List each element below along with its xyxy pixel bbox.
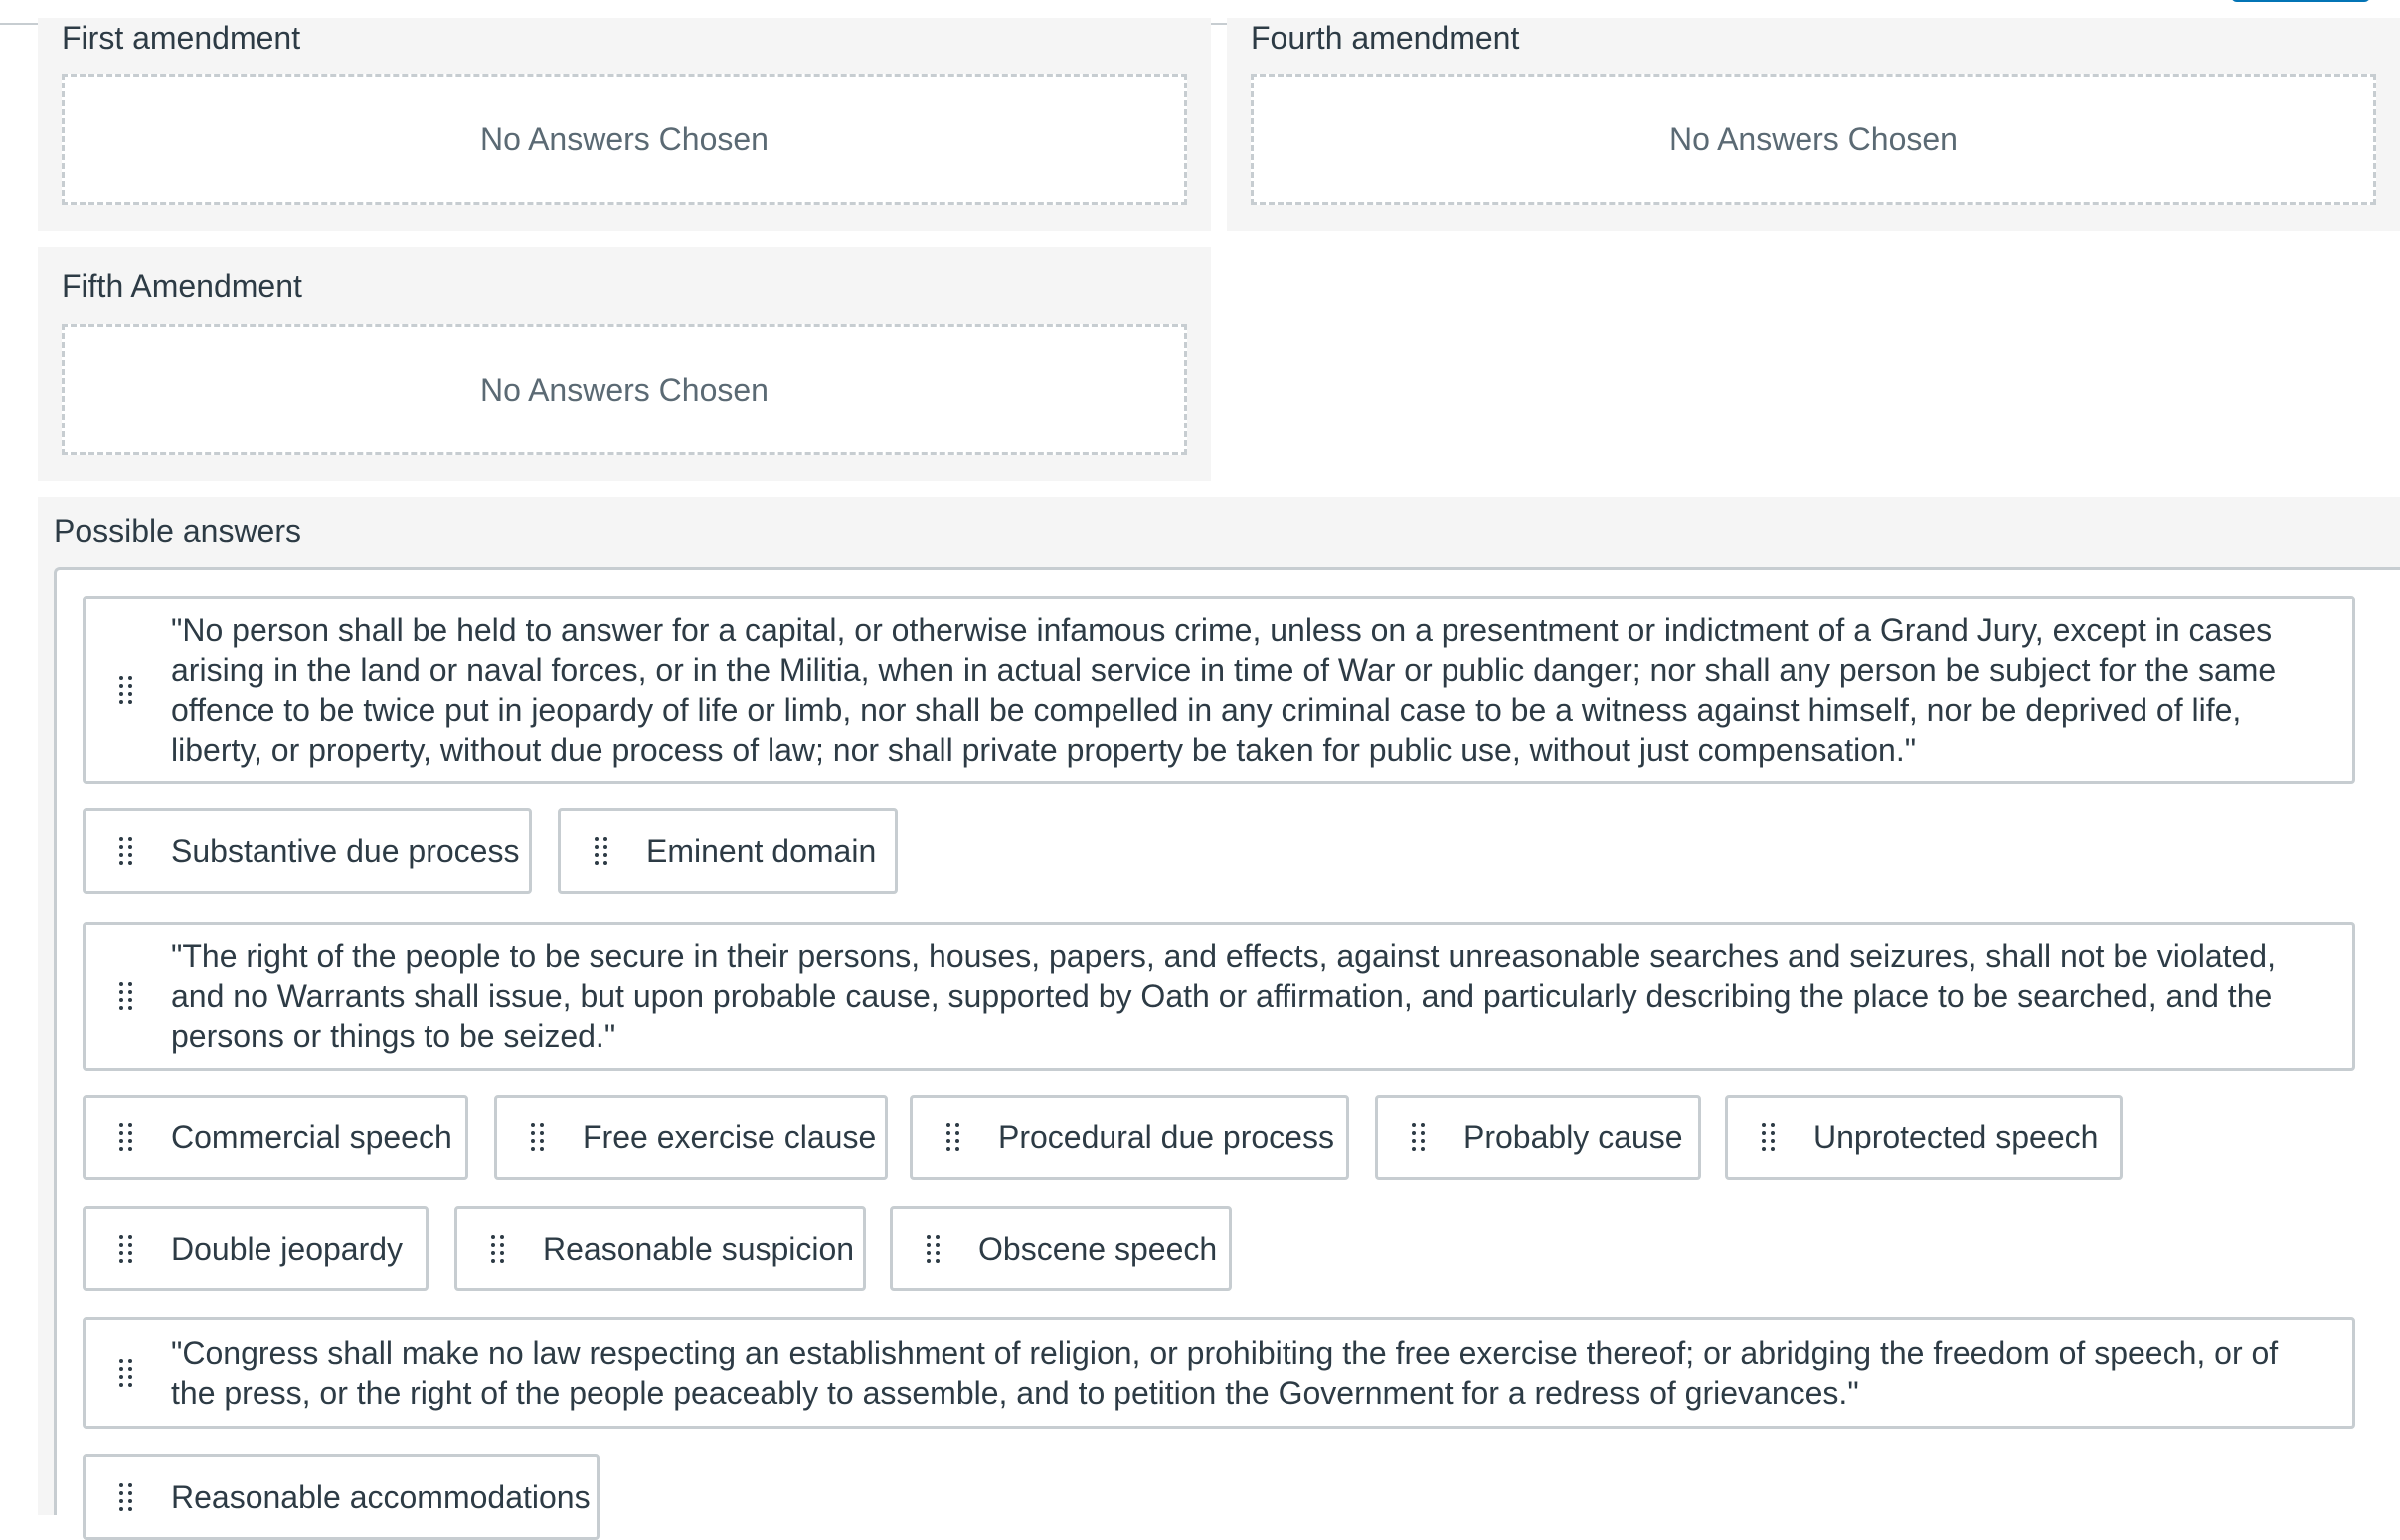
drag-handle-icon[interactable] xyxy=(946,1121,962,1153)
drag-handle-icon[interactable] xyxy=(531,1121,547,1153)
drop-zone-fifth-amendment xyxy=(38,247,1211,481)
drag-handle-icon[interactable] xyxy=(1762,1121,1778,1153)
answer-text: Probably cause xyxy=(1463,1119,1683,1155)
answer-text: "No person shall be held to answer for a capital, or otherwise infamous crime, unless on a presentment or indictment of a Grand Jury, except in cases arising in the land or naval forces, or in the Militia, when in actual service in time of War or public danger; nor shall any person be subject for the same offence to be twice put in jeopardy of life or limb, nor shall be compelled in any criminal case to be a witness against himself, nor be deprived of life, liberty, or property, without due process of law; nor shall private property be taken for public use, without just compensation." xyxy=(171,612,2277,768)
drag-handle-icon[interactable] xyxy=(595,835,610,867)
answer-text: Procedural due process xyxy=(998,1119,1334,1155)
answer-text: Eminent domain xyxy=(646,833,877,869)
drop-target[interactable] xyxy=(62,324,1187,455)
possible-answers-panel xyxy=(38,497,2400,1515)
possible-answers-list xyxy=(54,567,2400,1515)
empty-placeholder: No Answers Chosen xyxy=(1669,120,1958,157)
answer-text: Commercial speech xyxy=(171,1119,452,1155)
answer-card[interactable] xyxy=(890,1206,1232,1291)
drag-handle-icon[interactable] xyxy=(119,1357,135,1389)
drop-target[interactable] xyxy=(1251,74,2376,205)
drag-handle-icon[interactable] xyxy=(927,1233,943,1265)
answer-card[interactable] xyxy=(910,1095,1349,1180)
drop-target[interactable] xyxy=(62,74,1187,205)
answer-card[interactable] xyxy=(83,1454,600,1540)
drag-handle-icon[interactable] xyxy=(119,674,135,706)
answer-text: Unprotected speech xyxy=(1813,1119,2099,1155)
answer-card[interactable] xyxy=(494,1095,888,1180)
drop-zone-first-amendment xyxy=(38,18,1211,231)
answer-text: Substantive due process xyxy=(171,833,520,869)
drop-zone-fourth-amendment xyxy=(1227,18,2400,231)
empty-placeholder: No Answers Chosen xyxy=(480,120,769,157)
answer-text: Double jeopardy xyxy=(171,1231,404,1267)
answer-text: Reasonable accommodations xyxy=(171,1479,591,1515)
drag-handle-icon[interactable] xyxy=(491,1233,507,1265)
answer-card[interactable] xyxy=(83,1206,429,1291)
drag-handle-icon[interactable] xyxy=(119,1233,135,1265)
answer-card[interactable] xyxy=(83,922,2355,1071)
answer-text: "The right of the people to be secure in their persons, houses, papers, and effects, against unreasonable searches and seizures, shall not be violated, and no Warrants shall issue, but upon probable cause, supported by Oath or affirmation, and particularly describing the place to be searched, and the persons or things to be seized." xyxy=(171,939,2276,1054)
answer-card[interactable] xyxy=(1375,1095,1701,1180)
zone-title: Fifth Amendment xyxy=(62,268,302,304)
answer-card[interactable] xyxy=(83,596,2355,784)
answer-card[interactable] xyxy=(558,808,898,894)
answer-card[interactable] xyxy=(83,808,532,894)
answer-card[interactable] xyxy=(454,1206,866,1291)
zone-title: First amendment xyxy=(62,20,301,56)
answer-text: Reasonable suspicion xyxy=(543,1231,855,1267)
possible-answers-title: Possible answers xyxy=(54,513,301,549)
drag-handle-icon[interactable] xyxy=(119,1121,135,1153)
empty-placeholder: No Answers Chosen xyxy=(480,371,769,408)
answer-card[interactable] xyxy=(83,1317,2355,1429)
top-action-button[interactable] xyxy=(2231,0,2370,2)
answer-text: Free exercise clause xyxy=(583,1119,877,1155)
drag-handle-icon[interactable] xyxy=(1412,1121,1428,1153)
answer-card[interactable] xyxy=(83,1095,468,1180)
answer-text: "Congress shall make no law respecting an establishment of religion, or prohibiting the free exercise thereof; or abridging the freedom of speech, or of the press, or the right of the people peaceably to assemble, and to petition the Government for a redress of grievances." xyxy=(171,1335,2279,1411)
drag-handle-icon[interactable] xyxy=(119,1481,135,1513)
answer-text: Obscene speech xyxy=(978,1231,1218,1267)
drag-handle-icon[interactable] xyxy=(119,980,135,1012)
drag-handle-icon[interactable] xyxy=(119,835,135,867)
zone-title: Fourth amendment xyxy=(1251,20,1520,56)
answer-card[interactable] xyxy=(1725,1095,2123,1180)
